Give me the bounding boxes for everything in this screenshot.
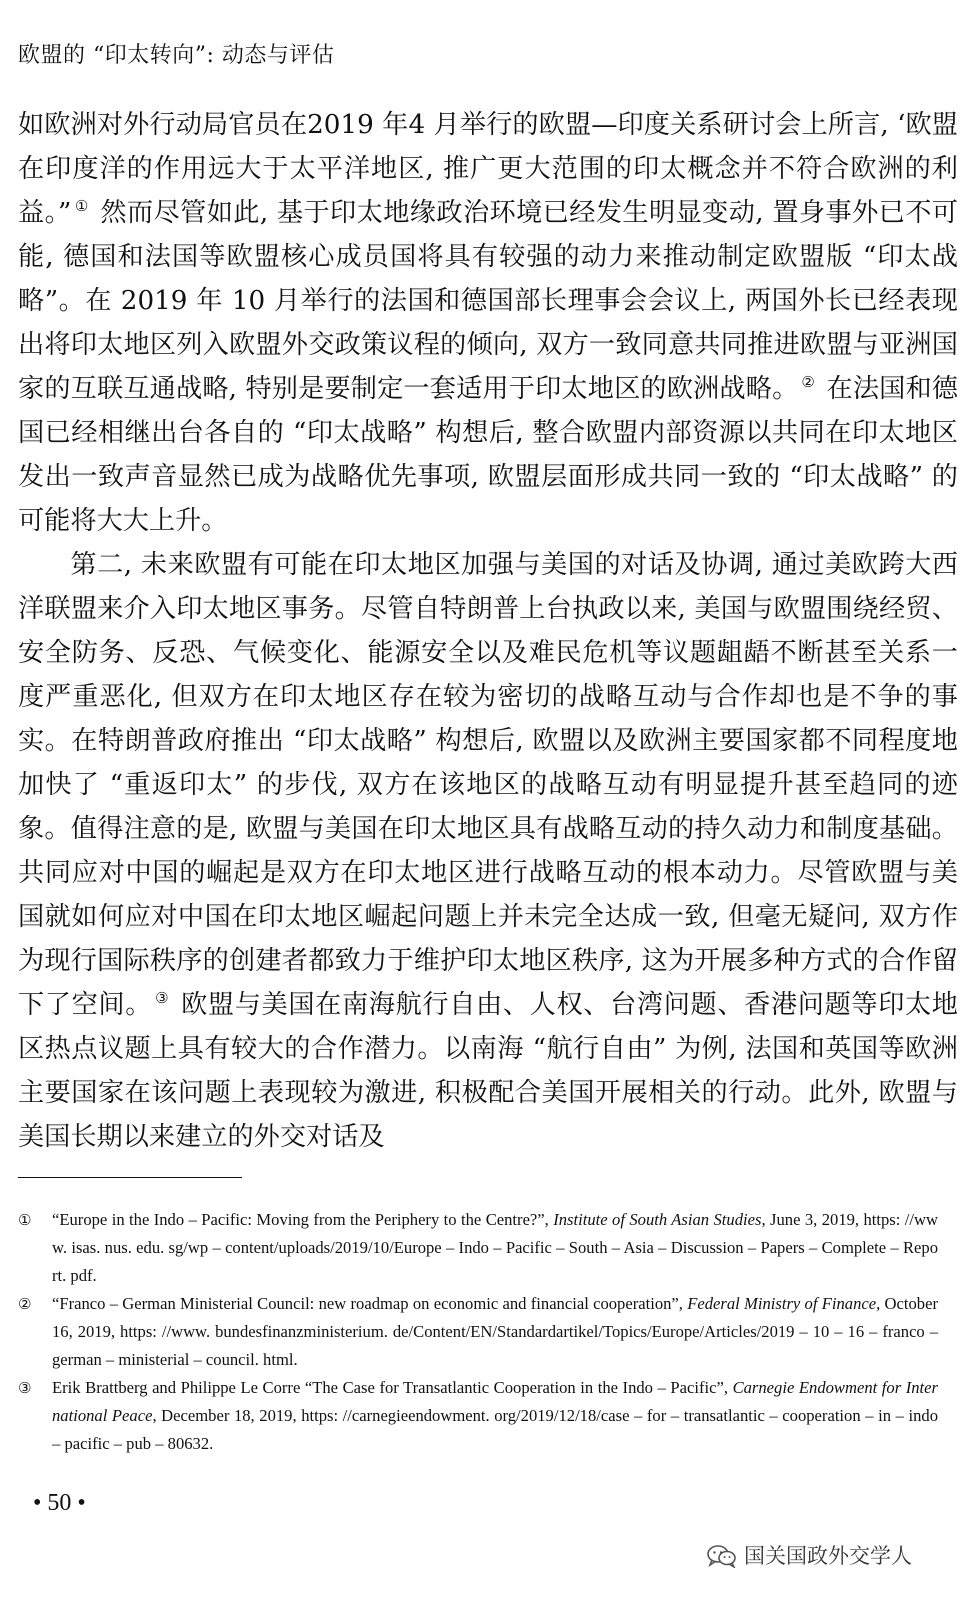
footnote-source-title: Federal Ministry of Finance	[687, 1294, 877, 1313]
footnote-divider	[18, 1177, 242, 1178]
footnote-text-post: , June 3, 2019, https: //www. isas. nus. edu. sg/wp – content/uploads/2019/10/Europe – Indo – Pacific – South – Asia – Discussion – Papers – Complete – Report. pdf.	[52, 1210, 938, 1285]
paragraph-2	[18, 543, 958, 1159]
footnotes	[18, 1206, 938, 1458]
body-text	[18, 103, 958, 1159]
footnote-source-title: Carnegie Endowment for International Peace	[52, 1378, 938, 1425]
paragraph-2-text-b: 欧盟与美国在南海航行自由、人权、台湾问题、香港问题等印太地区热点议题上具有较大的合作潜力。以南海 “航行自由” 为例, 法国和英国等欧洲主要国家在该问题上表现较为激进, 积极配合美国开展相关的行动。此外, 欧盟与美国长期以来建立的外交对话及	[18, 990, 958, 1152]
footnote-2	[18, 1290, 938, 1374]
paragraph-1-text-a: 如欧洲对外行动局官员在2019 年4 月举行的欧盟—印度关系研讨会上所言, ‘欧盟在印度洋的作用远大于太平洋地区, 推广更大范围的印太概念并不符合欧洲的利益。”	[18, 110, 958, 228]
footnote-text	[52, 1290, 938, 1374]
footnote-marker: ③	[18, 1379, 32, 1397]
footnote-text-post: , October 16, 2019, https: //www. bundesfinanzministerium. de/Content/EN/Standardartikel/Topics/Europe/Articles/2019 – 10 – 16 – franco – german – ministerial – council. html.	[52, 1294, 938, 1369]
footnote-1	[18, 1206, 938, 1290]
footnote-text-pre: “Europe in the Indo – Pacific: Moving from the Periphery to the Centre?”,	[52, 1210, 554, 1229]
watermark-text: 国关国政外交学人	[744, 1544, 912, 1568]
footnote-ref-1[interactable]: ①	[74, 197, 89, 215]
paragraph-1-text-c: 在法国和德国已经相继出台各自的 “印太战略” 构想后, 整合欧盟内部资源以共同在印太地区发出一致声音显然已成为战略优先事项, 欧盟层面形成共同一致的 “印太战略” 的可能将大大上升。	[18, 374, 958, 536]
wechat-icon	[706, 1544, 738, 1568]
footnote-text	[52, 1374, 938, 1458]
running-header: 欧盟的 “印太转向”: 动态与评估	[18, 43, 335, 68]
footnote-marker: ①	[18, 1211, 32, 1229]
footnote-source-title: Institute of South Asian Studies	[553, 1210, 762, 1229]
page-number: • 50 •	[33, 1490, 86, 1516]
footnote-text	[52, 1206, 938, 1290]
footnote-ref-3[interactable]: ③	[155, 989, 170, 1007]
footnote-text-pre: “Franco – German Ministerial Council: new roadmap on economic and financial cooperation”,	[52, 1294, 688, 1313]
paragraph-1-text-b: 然而尽管如此, 基于印太地缘政治环境已经发生明显变动, 置身事外已不可能, 德国和法国等欧盟核心成员国将具有较强的动力来推动制定欧盟版 “印太战略”。在 2019 年 10 月举行的法国和德国部长理事会会议上, 两国外长已经表现出将印太地区列入欧盟外交政策议程的倾向, 双方一致同意共同推进欧盟与亚洲国家的互联互通战略, 特别是要制定一套适用于印太地区的欧洲战略。	[18, 198, 958, 404]
footnote-ref-2[interactable]: ②	[801, 373, 816, 391]
paragraph-2-text-a: 第二, 未来欧盟有可能在印太地区加强与美国的对话及协调, 通过美欧跨大西洋联盟来介入印太地区事务。尽管自特朗普上台执政以来, 美国与欧盟围绕经贸、安全防务、反恐、气候变化、能源安全以及难民危机等议题龃龉不断甚至关系一度严重恶化, 但双方在印太地区存在较为密切的战略互动与合作却也是不争的事实。在特朗普政府推出 “印太战略” 构想后, 欧盟以及欧洲主要国家都不同程度地加快了 “重返印太” 的步伐, 双方在该地区的战略互动有明显提升甚至趋同的迹象。值得注意的是, 欧盟与美国在印太地区具有战略互动的持久动力和制度基础。共同应对中国的崛起是双方在印太地区进行战略互动的根本动力。尽管欧盟与美国就如何应对中国在印太地区崛起问题上并未完全达成一致, 但毫无疑问, 双方作为现行国际秩序的创建者都致力于维护印太地区秩序, 这为开展多种方式的合作留下了空间。	[18, 550, 958, 1020]
footnote-text-post: , December 18, 2019, https: //carnegieendowment. org/2019/12/18/case – for – transatlantic – cooperation – in – indo – pacific – pub – 80632.	[52, 1406, 938, 1453]
paragraph-1	[18, 103, 958, 543]
footnote-3	[18, 1374, 938, 1458]
footnote-marker: ②	[18, 1295, 32, 1313]
footnote-text-pre: Erik Brattberg and Philippe Le Corre “The Case for Transatlantic Cooperation in the Indo – Pacific”,	[52, 1378, 733, 1397]
watermark	[706, 1542, 912, 1570]
